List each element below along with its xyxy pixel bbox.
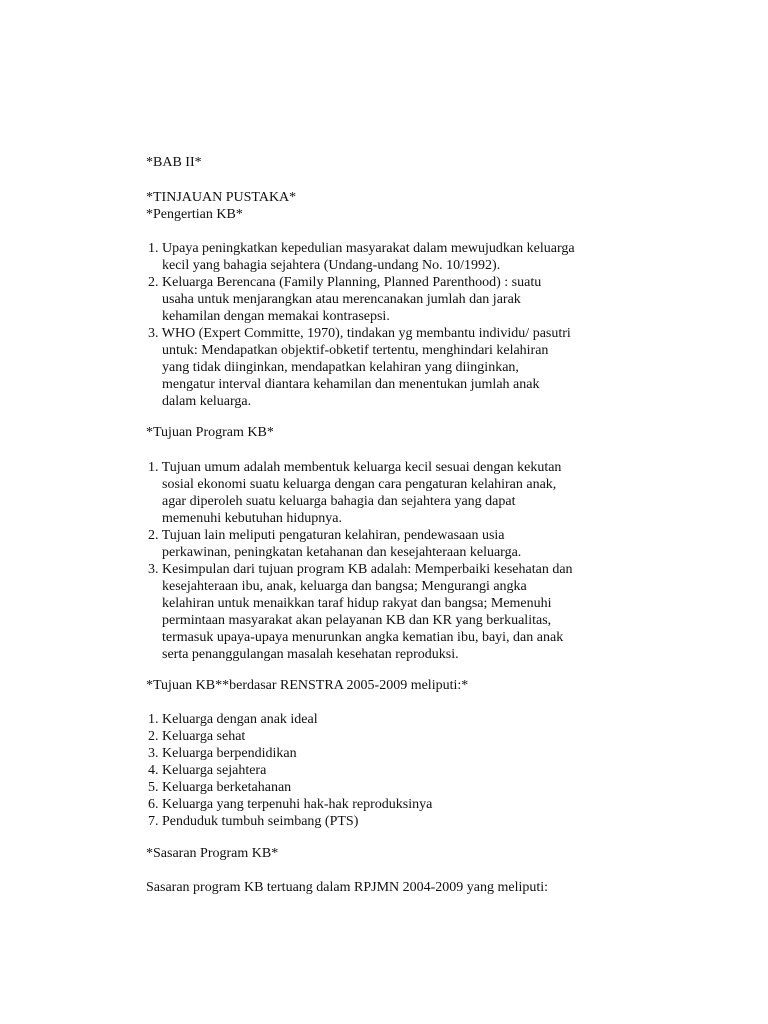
list-item: 1. Keluarga dengan anak ideal — [148, 712, 318, 727]
item-number: 3. WHO (Expert Committe, 1970), tindakan yg membantu individu/ pasutri — [148, 326, 571, 341]
item-line: perkawinan, peningkatan ketahanan dan kesejahteraan keluarga. — [162, 545, 522, 560]
sasaran-paragraph: Sasaran program KB tertuang dalam RPJMN 2004-2009 yang meliputi: — [146, 880, 549, 895]
item-line: mengatur interval diantara kehamilan dan menentukan jumlah anak — [162, 377, 540, 392]
item-line: kesejahteraan ibu, anak, keluarga dan bangsa; Mengurangi angka — [162, 579, 527, 594]
item-line: permintaan masyarakat akan pelayanan KB dan KR yang berkualitas, — [162, 613, 552, 628]
item-line: agar diperoleh suatu keluarga bahagia dan sejahtera yang dapat — [162, 494, 516, 509]
tujuan-renstra-heading: *Tujuan KB**berdasar RENSTRA 2005-2009 meliputi:* — [146, 678, 469, 693]
item-number: 1. Upaya peningkatkan kepedulian masyarakat dalam mewujudkan keluarga — [148, 241, 575, 256]
item-number: 2. Tujuan lain meliputi pengaturan kelahiran, pendewasaan usia — [148, 528, 505, 543]
item-line: untuk: Mendapatkan objektif-obketif tertentu, menghindari kelahiran — [162, 343, 549, 358]
list-item: 6. Keluarga yang terpenuhi hak-hak reproduksinya — [148, 797, 433, 812]
item-line: dalam keluarga. — [162, 394, 252, 409]
section-title: *TINJAUAN PUSTAKA* — [146, 190, 297, 205]
list-item: 5. Keluarga berketahanan — [148, 780, 292, 795]
list-item: 3. Keluarga berpendidikan — [148, 746, 297, 761]
item-line: serta penanggulangan masalah kesehatan reproduksi. — [162, 647, 459, 662]
item-line: kecil yang bahagia sejahtera (Undang-undang No. 10/1992). — [162, 258, 501, 273]
tujuan-program-heading: *Tujuan Program KB* — [146, 425, 274, 440]
list-item: 7. Penduduk tumbuh seimbang (PTS) — [148, 814, 359, 829]
item-line: memenuhi kebutuhan hidupnya. — [162, 511, 343, 526]
item-number: 2. Keluarga Berencana (Family Planning, Planned Parenthood) : suatu — [148, 275, 542, 290]
item-line: kehamilan dengan memakai kontrasepsi. — [162, 309, 390, 324]
item-number: 1. Tujuan umum adalah membentuk keluarga kecil sesuai dengan kekutan — [148, 460, 562, 475]
item-line: termasuk upaya-upaya menurunkan angka kematian ibu, bayi, dan anak — [162, 630, 564, 645]
list-item: 4. Keluarga sejahtera — [148, 763, 267, 778]
chapter-title: *BAB II* — [146, 155, 202, 170]
item-number: 3. Kesimpulan dari tujuan program KB adalah: Memperbaiki kesehatan dan — [148, 562, 573, 577]
item-line: kelahiran untuk menaikkan taraf hidup rakyat dan bangsa; Memenuhi — [162, 596, 552, 611]
pengertian-heading: *Pengertian KB* — [146, 207, 243, 222]
item-line: sosial ekonomi suatu keluarga dengan cara pengaturan kelahiran anak, — [162, 477, 557, 492]
item-line: usaha untuk menjarangkan atau merencanakan jumlah dan jarak — [162, 292, 521, 307]
sasaran-heading: *Sasaran Program KB* — [146, 846, 279, 861]
item-line: yang tidak diinginkan, mendapatkan kelahiran yang diinginkan, — [162, 360, 519, 375]
list-item: 2. Keluarga sehat — [148, 729, 246, 744]
